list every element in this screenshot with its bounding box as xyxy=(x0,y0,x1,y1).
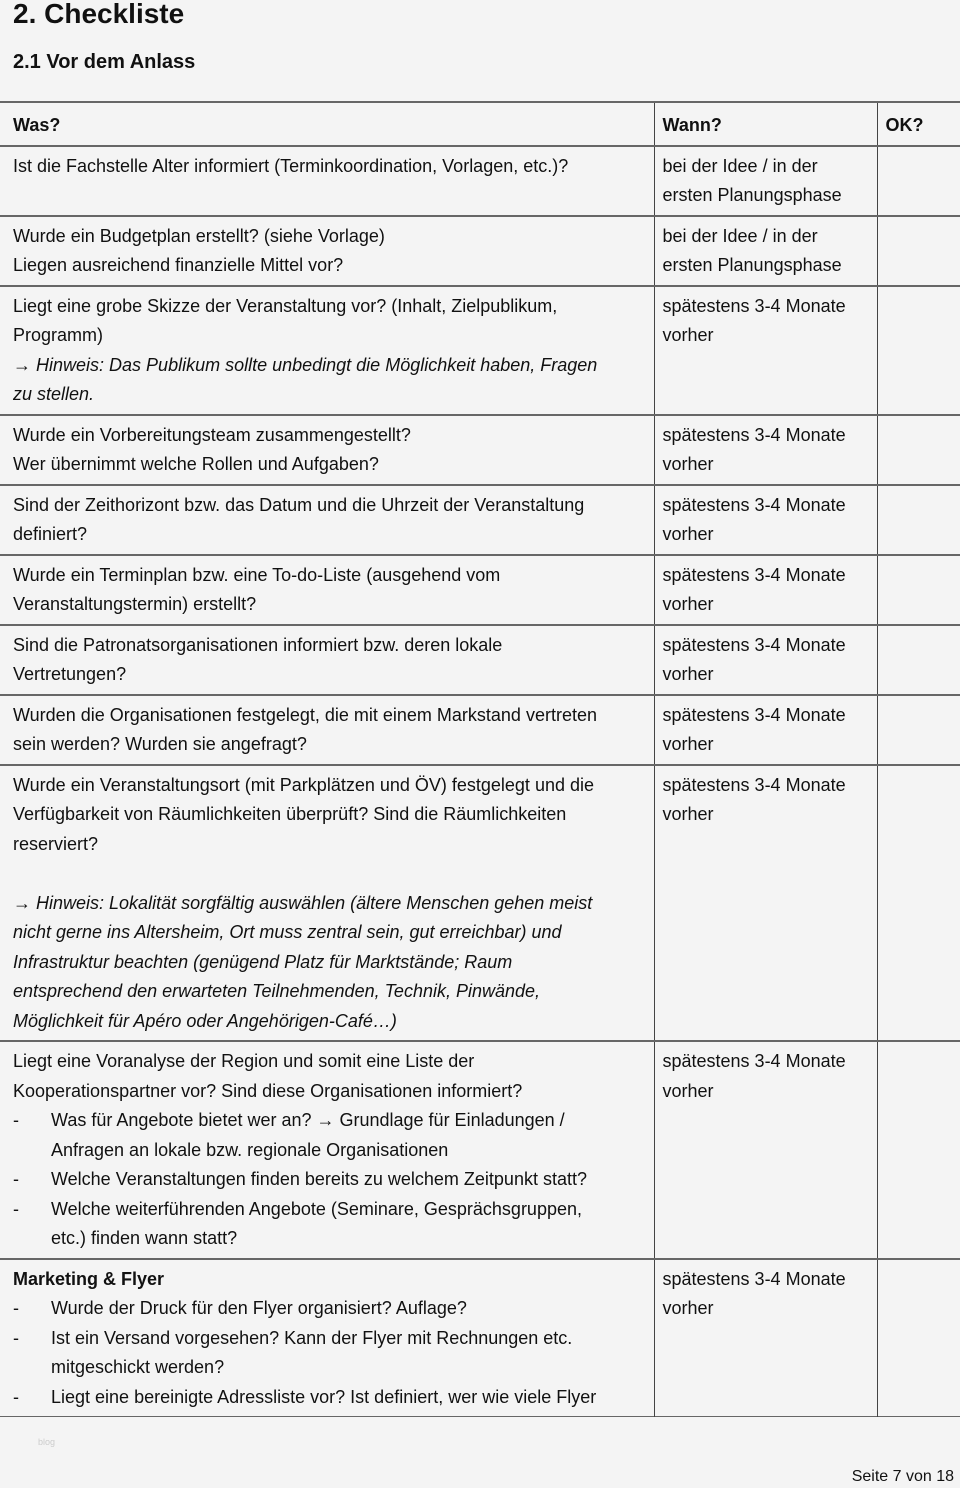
question-text: Liegt eine Voranalyse der Region und somit eine Liste der xyxy=(13,1051,475,1071)
when-text: spätestens 3-4 Monate xyxy=(662,1051,846,1071)
bullet-text: Was für Angebote bietet wer an? → Grundlage für Einladungen / xyxy=(51,1110,565,1130)
what-cell xyxy=(0,286,654,415)
when-text: vorher xyxy=(662,325,714,345)
when-text: spätestens 3-4 Monate xyxy=(662,564,846,585)
question-text: Wurde ein Vorbereitungsteam zusammengestellt? xyxy=(13,424,411,445)
ok-cell[interactable] xyxy=(877,485,960,555)
hint-text: Hinweis: Lokalität sorgfältig auswählen (ältere Menschen gehen meist xyxy=(36,892,593,913)
bullet-text: Welche Veranstaltungen finden bereits zu welchem Zeitpunkt statt? xyxy=(51,1169,587,1189)
table-row xyxy=(0,216,960,286)
table-row xyxy=(0,1041,960,1259)
watermark: blog xyxy=(38,1437,56,1447)
when-cell xyxy=(654,1041,877,1259)
question-text: entsprechend den erwarteten Teilnehmenden, Technik, Pinwände, xyxy=(13,981,541,1001)
hint-line xyxy=(13,889,646,919)
what-cell xyxy=(0,695,654,765)
when-text: spätestens 3-4 Monate xyxy=(662,295,846,316)
question-text: Wer übernimmt welche Rollen und Aufgaben? xyxy=(13,454,379,474)
when-text: spätestens 3-4 Monate xyxy=(662,774,846,795)
question-text: Möglichkeit für Apéro oder Angehörigen-Café…) xyxy=(13,1010,397,1031)
bullet-text: Anfragen an lokale bzw. regionale Organisationen xyxy=(51,1139,449,1160)
table-row xyxy=(0,485,960,555)
when-text: spätestens 3-4 Monate xyxy=(662,704,846,725)
when-text: vorher xyxy=(662,804,714,824)
bullet-dash: - xyxy=(13,1327,19,1348)
when-text: bei der Idee / in der xyxy=(662,155,818,176)
spacer xyxy=(13,859,646,889)
table-header-row xyxy=(0,102,960,146)
ok-cell[interactable] xyxy=(877,146,960,216)
question-text: Sind der Zeithorizont bzw. das Datum und die Uhrzeit der Veranstaltung xyxy=(13,494,585,515)
page-number: Seite 7 von 18 xyxy=(851,1468,954,1485)
ok-cell[interactable] xyxy=(877,415,960,485)
when-text: vorher xyxy=(662,594,714,614)
question-text: definiert? xyxy=(13,524,88,544)
bullet-text: Liegt eine bereinigte Adressliste vor? Ist definiert, wer wie viele Flyer xyxy=(51,1386,597,1407)
bullet-text: etc.) finden wann statt? xyxy=(51,1228,238,1248)
table-row xyxy=(0,625,960,695)
bullet-item xyxy=(13,1165,646,1195)
bullet-dash: - xyxy=(13,1386,19,1407)
question-text: Veranstaltungstermin) erstellt? xyxy=(13,594,257,614)
what-cell xyxy=(0,765,654,1042)
what-cell xyxy=(0,485,654,555)
what-cell xyxy=(0,216,654,286)
question-text: Liegt eine grobe Skizze der Veranstaltung vor? (Inhalt, Zielpublikum, xyxy=(13,295,558,316)
when-text: vorher xyxy=(662,664,714,684)
question-text: Wurde ein Veranstaltungsort (mit Parkplätzen und ÖV) festgelegt und die xyxy=(13,774,594,795)
arrow-icon: → xyxy=(13,354,31,375)
when-cell xyxy=(654,1259,877,1417)
bullet-item xyxy=(13,1224,646,1254)
what-cell xyxy=(0,1259,654,1417)
when-cell xyxy=(654,625,877,695)
bullet-item xyxy=(13,1324,646,1354)
table-row xyxy=(0,695,960,765)
arrow-icon: → xyxy=(13,892,31,913)
when-cell xyxy=(654,555,877,625)
ok-cell[interactable] xyxy=(877,695,960,765)
hint-text: Hinweis: Das Publikum sollte unbedingt die Möglichkeit haben, Fragen xyxy=(36,354,598,375)
when-text: spätestens 3-4 Monate xyxy=(662,424,846,445)
when-text: ersten Planungsphase xyxy=(662,185,842,205)
question-text: Wurde ein Budgetplan erstellt? (siehe Vorlage) xyxy=(13,225,385,246)
ok-cell[interactable] xyxy=(877,1041,960,1259)
bullet-text: Wurde der Druck für den Flyer organisiert? Auflage? xyxy=(51,1298,467,1318)
bullet-item xyxy=(13,1136,646,1166)
hint-line xyxy=(13,351,646,381)
what-cell xyxy=(0,625,654,695)
question-text: Verfügbarkeit von Räumlichkeiten überprüft? Sind die Räumlichkeiten xyxy=(13,804,567,824)
question-text: Sind die Patronatsorganisationen informiert bzw. deren lokale xyxy=(13,634,503,655)
question-text: Kooperationspartner vor? Sind diese Organisationen informiert? xyxy=(13,1080,523,1101)
bullet-dash: - xyxy=(13,1110,19,1130)
question-text: zu stellen. xyxy=(13,384,95,404)
ok-cell[interactable] xyxy=(877,216,960,286)
header-was: Was? xyxy=(13,115,61,135)
table-row xyxy=(0,415,960,485)
bullet-text: Ist ein Versand vorgesehen? Kann der Flyer mit Rechnungen etc. xyxy=(51,1327,573,1348)
when-cell xyxy=(654,216,877,286)
header-ok: OK? xyxy=(877,102,960,146)
question-text: Liegen ausreichend finanzielle Mittel vor? xyxy=(13,255,344,275)
ok-cell[interactable] xyxy=(877,625,960,695)
page-title: 2. Checkliste xyxy=(13,0,185,29)
ok-cell[interactable] xyxy=(877,1259,960,1417)
table-row xyxy=(0,146,960,216)
when-text: vorher xyxy=(662,454,714,474)
table-row xyxy=(0,555,960,625)
when-text: vorher xyxy=(662,1080,714,1101)
bullet-item xyxy=(13,1195,646,1225)
when-cell xyxy=(654,146,877,216)
question-text: Programm) xyxy=(13,325,104,345)
when-text: spätestens 3-4 Monate xyxy=(662,1268,846,1289)
question-text: Infrastruktur beachten (genügend Platz für Marktstände; Raum xyxy=(13,951,513,972)
when-cell xyxy=(654,695,877,765)
when-text: ersten Planungsphase xyxy=(662,255,842,275)
what-cell xyxy=(0,415,654,485)
when-cell xyxy=(654,765,877,1042)
question-text: sein werden? Wurden sie angefragt? xyxy=(13,734,307,754)
bullet-dash: - xyxy=(13,1298,19,1318)
table-row xyxy=(0,1259,960,1417)
question-text: Vertretungen? xyxy=(13,664,127,684)
ok-cell[interactable] xyxy=(877,765,960,1042)
ok-cell[interactable] xyxy=(877,286,960,415)
when-text: spätestens 3-4 Monate xyxy=(662,634,846,655)
bullet-text: mitgeschickt werden? xyxy=(51,1357,225,1377)
bullet-dash: - xyxy=(13,1198,19,1219)
bullet-item xyxy=(13,1383,646,1413)
bullet-dash: - xyxy=(13,1169,19,1189)
question-text: Wurden die Organisationen festgelegt, die mit einem Markstand vertreten xyxy=(13,704,597,725)
what-cell xyxy=(0,146,654,216)
bullet-item xyxy=(13,1353,646,1383)
when-text: vorher xyxy=(662,734,714,754)
bullet-item xyxy=(13,1294,646,1324)
when-cell xyxy=(654,286,877,415)
question-text: Ist die Fachstelle Alter informiert (Terminkoordination, Vorlagen, etc.)? xyxy=(13,155,569,176)
when-cell xyxy=(654,485,877,555)
when-text: vorher xyxy=(662,524,714,544)
question-text: reserviert? xyxy=(13,833,99,854)
section-title: 2.1 Vor dem Anlass xyxy=(13,51,196,73)
what-cell xyxy=(0,1041,654,1259)
table-row xyxy=(0,286,960,415)
when-text: spätestens 3-4 Monate xyxy=(662,494,846,515)
bullet-text: Welche weiterführenden Angebote (Seminare, Gesprächsgruppen, xyxy=(51,1198,582,1219)
ok-cell[interactable] xyxy=(877,555,960,625)
bullet-item xyxy=(13,1106,646,1136)
when-text: vorher xyxy=(662,1298,714,1318)
table-row xyxy=(0,765,960,1042)
question-text: Wurde ein Terminplan bzw. eine To-do-Liste (ausgehend vom xyxy=(13,564,501,585)
checklist-table xyxy=(0,101,960,1417)
header-wann: Wann? xyxy=(654,102,877,146)
group-heading: Marketing & Flyer xyxy=(13,1268,165,1289)
when-cell xyxy=(654,415,877,485)
question-text: nicht gerne ins Altersheim, Ort muss zentral sein, gut erreichbar) und xyxy=(13,922,562,942)
when-text: bei der Idee / in der xyxy=(662,225,818,246)
what-cell xyxy=(0,555,654,625)
